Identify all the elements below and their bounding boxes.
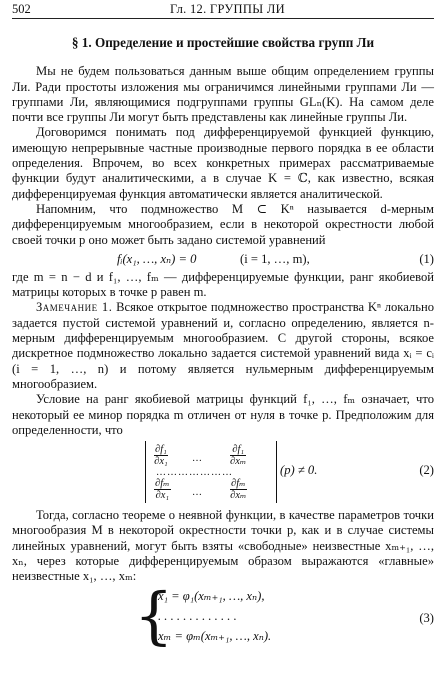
page-header: [12, 0, 434, 19]
remark-label: Замечание 1.: [36, 300, 113, 315]
equation-2: [12, 441, 434, 505]
row-1-dots: …: [192, 453, 203, 465]
determinant-condition: (p) ≠ 0.: [280, 463, 318, 478]
chapter-title: Гл. 12. ГРУППЫ ЛИ: [170, 2, 285, 16]
equation-3: [12, 578, 434, 653]
entry-11: $\frac{\text{∂f₁}}{\text{∂x₁}}$: [154, 444, 168, 468]
equation-1-body: fᵢ(x₁, …, xₙ) = 0: [117, 251, 197, 266]
entry-mm: $\frac{\text{∂fₘ}}{\text{∂xₘ}}$: [230, 478, 247, 502]
entry-1m: $\frac{\text{∂f₁}}{\text{∂xₘ}}$: [230, 444, 247, 468]
equation-3-number: (3): [419, 610, 434, 625]
left-brace: {: [134, 578, 174, 652]
jacobian-determinant: [145, 441, 277, 503]
equation-2-number: (2): [419, 463, 434, 478]
equation-1-condition: (i = 1, …, m),: [240, 251, 310, 266]
paragraph-3: Напомним, что подмножество M ⊂ Kⁿ называется d-мерным дифференцируемым многообразием, если в некоторой окрестности любой своей точки p оно может быть задано системой уравнений: [12, 201, 434, 247]
paragraph-6: Условие на ранг якобиевой матрицы функций f₁, …, fₘ означает, что некоторый ее минор порядка m отличен от нуля в точке p. Предположим для определенности, что: [12, 392, 434, 437]
equation-1-number: (1): [419, 251, 434, 266]
remark-1: [12, 300, 434, 392]
middle-dots: …………………: [156, 467, 233, 479]
page-number: 502: [12, 2, 31, 16]
remark-text: Всякое открытое подмножество пространства Kⁿ локально задается пустой системой уравнений и, согласно определению, является n-мерным дифференцируемым многообразием. С другой стороны, всякое дискретное подмножество локально задается системой уравнений вида xᵢ = cᵢ (i = 1, …, n) и потому является нульмерным дифференцируемым многообразием.: [12, 300, 434, 391]
system-line-m: xₘ = φₘ(xₘ₊₁, …, xₙ).: [158, 628, 272, 643]
paragraph-7: Тогда, согласно теореме о неявной функции, в качестве параметров точки многообразия M в некоторой окрестности точки p, как и в случае системы линейных уравнений, могут быть взяты «свободные» неизвестные xₘ₊₁, …, xₙ, через которые дифференцируемым образом выражаются «главные» неизвестные x₁, …, xₘ:: [12, 508, 434, 584]
entry-m1: $\frac{\text{∂fₘ}}{\text{∂x₁}}$: [155, 478, 170, 502]
paragraph-4: где m = n − d и f₁, …, fₘ — дифференцируемые функции, ранг якобиевой матрицы которых в точке p равен m.: [12, 269, 434, 300]
equation-1: [12, 248, 434, 270]
row-m-dots: …: [192, 487, 203, 499]
section-title: § 1. Определение и простейшие свойства групп Ли: [71, 35, 375, 50]
paragraph-2: Договоримся понимать под дифференцируемой функцией функцию, имеющую непрерывные частные производные первого порядка в ее области определения. Впрочем, во всех конкретных примерах рассматриваемые функции будут аналитическими, а в случае K = ℂ, как известно, всякая дифференцируемая функция автоматически является аналитической.: [12, 125, 434, 201]
system-line-dots: . . . . . . . . . . . . .: [158, 608, 237, 623]
system-line-1: x₁ = φ₁(xₘ₊₁, …, xₙ),: [158, 588, 265, 603]
paragraph-1: Мы не будем пользоваться данным выше общим определением группы Ли. Ради простоты изложения мы ограничимся линейными группами Ли — группами Ли, являющимися подгруппами группы GLₙ(K). На самом деле почти все группы Ли могут быть представлены как линейные группы Ли.: [12, 64, 434, 125]
